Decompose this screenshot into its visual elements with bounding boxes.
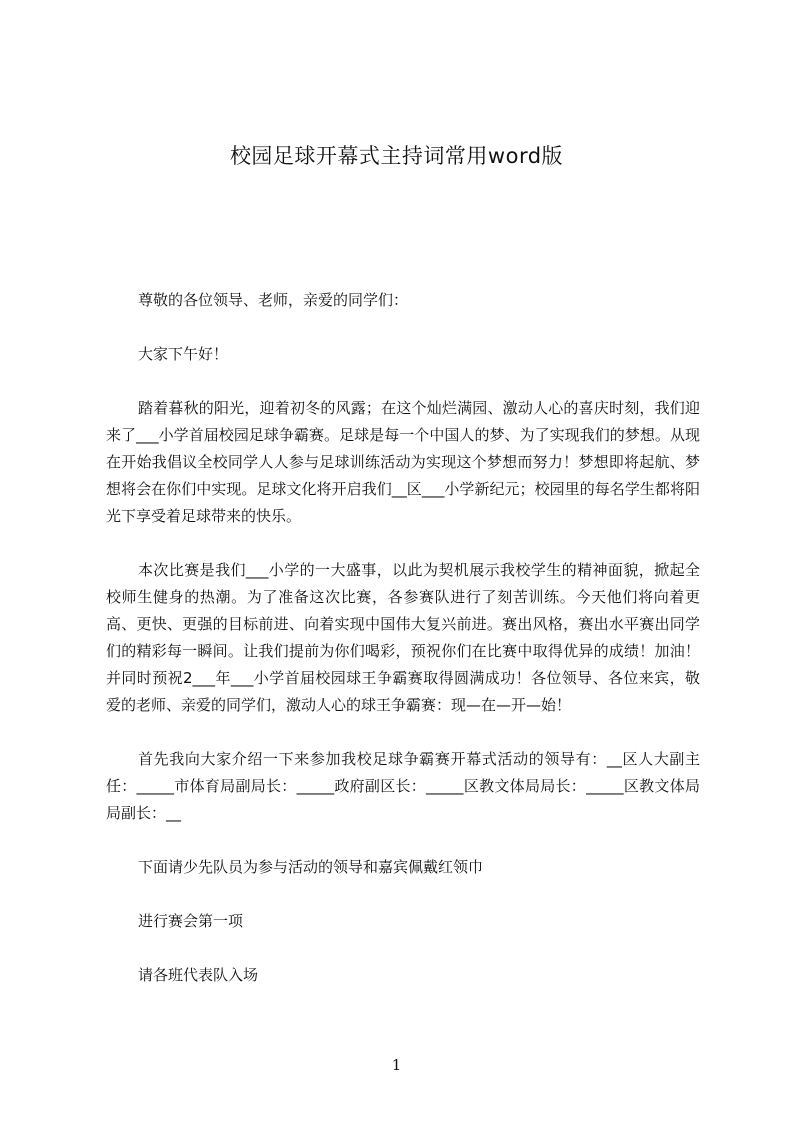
salutation-paragraph: 尊敬的各位领导、老师，亲爱的同学们： <box>138 291 409 309</box>
teams-enter-paragraph: 请各班代表队入场 <box>138 966 259 984</box>
document-title: 校园足球开幕式主持词常用word版 <box>229 144 564 168</box>
document-body <box>106 287 700 1016</box>
greeting-paragraph: 大家下午好！ <box>138 345 229 363</box>
event-paragraph: 本次比赛是我们___小学的一大盛事，以此为契机展示我校学生的精神面貌，掀起全校师生健身的热潮。为了准备这次比赛，各参赛队进行了刻苦训练。今天他们将向着更高、更快、更强的目标前进、向着实现中国伟大复兴前进。赛出风格，赛出水平赛出同学们的精彩每一瞬间。让我们提前为你们喝彩，预祝你们在比赛中取得优异的成绩！加油！并同时预祝2___年___小学首届校园球王争霸赛取得圆满成功！各位领导、各位来宾，敬爱的老师、亲爱的同学们，激动人心的球王争霸赛：现—在—开—始！ <box>106 561 700 714</box>
page-number: 1 <box>391 1056 402 1074</box>
leaders-intro-paragraph: 首先我向大家介绍一下来参加我校足球争霸赛开幕式活动的领导有：__区人大副主任：_____市体育局副局长：_____政府副区长：_____区教文体局局长：_____区教文体局局副长：__ <box>106 750 700 822</box>
first-item-paragraph: 进行赛会第一项 <box>138 912 244 930</box>
opening-paragraph: 踏着暮秋的阳光，迎着初冬的风露；在这个灿烂满园、激动人心的喜庆时刻，我们迎来了___小学首届校园足球争霸赛。足球是每一个中国人的梦、为了实现我们的梦想。从现在开始我倡议全校同学人人参与足球训练活动为实现这个梦想而努力！梦想即将起航、梦想将会在你们中实现。足球文化将开启我们__区___小学新纪元；校园里的每名学生都将阳光下享受着足球带来的快乐。 <box>106 399 700 525</box>
red-scarf-paragraph: 下面请少先队员为参与活动的领导和嘉宾佩戴红领巾 <box>138 858 484 876</box>
